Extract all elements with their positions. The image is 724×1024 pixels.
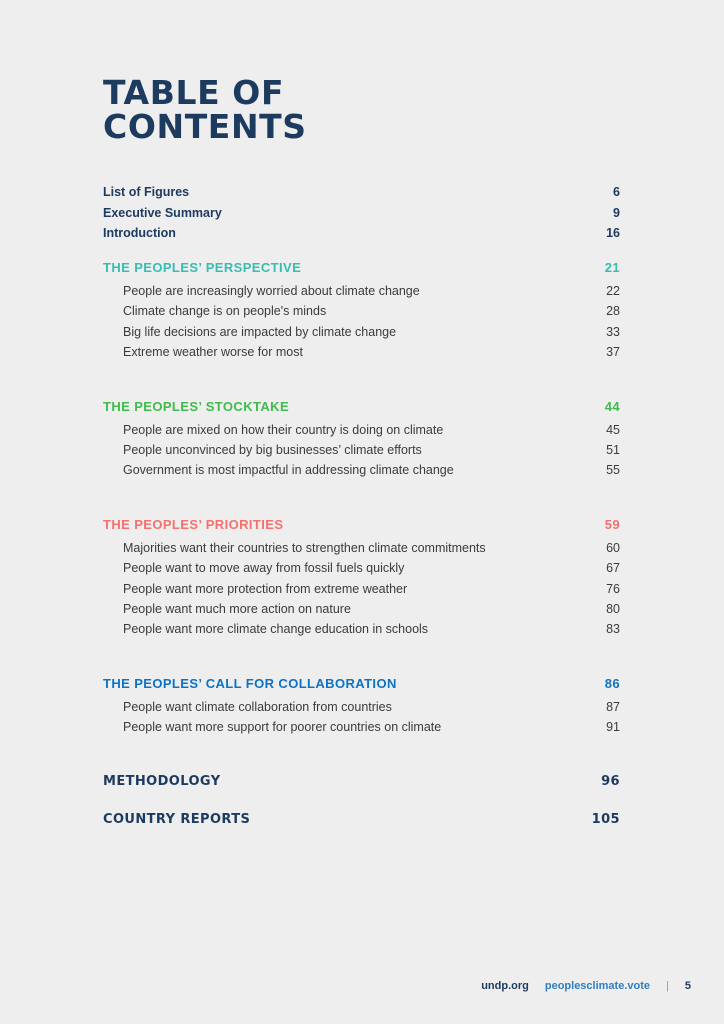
toc-entry[interactable] [103, 622, 620, 642]
page-title-line-1: TABLE OF [103, 73, 285, 112]
toc-entry-label: Introduction [103, 226, 176, 241]
toc-entry-list-of-figures[interactable] [103, 185, 620, 206]
toc-entry-introduction[interactable] [103, 226, 620, 247]
back-matter-list [103, 774, 620, 832]
toc-entry-page: 76 [606, 581, 620, 596]
toc-entry-page: 45 [606, 422, 620, 437]
footer-separator: | [666, 980, 669, 992]
toc-section-page: 59 [604, 516, 620, 532]
toc-entry-label: Extreme weather worse for most [123, 345, 303, 360]
toc-entry[interactable] [103, 541, 620, 561]
toc-section-stocktake [103, 399, 620, 484]
toc-entry-page: 83 [606, 622, 620, 637]
toc-entry-methodology[interactable] [103, 774, 620, 794]
toc-entry-page: 91 [606, 720, 620, 735]
toc-entry-page: 80 [606, 601, 620, 616]
toc-entry-page: 6 [613, 185, 620, 199]
toc-entry[interactable] [103, 463, 620, 483]
toc-entry-label: People are increasingly worried about climate change [123, 284, 420, 299]
toc-section-page: 86 [604, 675, 620, 691]
toc-entry-label: People are mixed on how their country is doing on climate [123, 422, 444, 437]
toc-section-title: THE PEOPLES’ STOCKTAKE [103, 398, 290, 414]
page-title-line-2: CONTENTS [103, 107, 307, 146]
toc-section-header[interactable] [103, 517, 620, 541]
toc-entry-page: 67 [606, 561, 620, 576]
toc-entry-label: People unconvinced by big businesses’ climate efforts [123, 443, 422, 458]
toc-entry-page: 28 [606, 304, 620, 319]
page-footer [481, 980, 691, 992]
toc-entry-label: Climate change is on people's minds [123, 304, 327, 319]
toc-entry[interactable] [103, 423, 620, 443]
toc-entry-page: 51 [606, 443, 620, 458]
toc-entry-page: 60 [606, 540, 620, 555]
toc-entry-page: 22 [606, 284, 620, 299]
toc-entry-country-reports[interactable] [103, 812, 620, 832]
toc-section-page: 21 [604, 260, 620, 276]
toc-entry[interactable] [103, 345, 620, 365]
toc-entry-label: METHODOLOGY [103, 773, 221, 789]
toc-entry-label: People want more climate change education in schools [123, 622, 429, 637]
toc-entry-page: 96 [601, 773, 620, 789]
toc-entry-label: People want more protection from extreme weather [123, 581, 408, 596]
toc-section-page: 44 [604, 398, 620, 414]
toc-entry-label: Executive Summary [103, 205, 222, 220]
toc-entry-page: 55 [606, 463, 620, 478]
toc-entry-label: List of Figures [103, 185, 190, 199]
toc-section-priorities [103, 517, 620, 643]
toc-entry-page: 105 [591, 811, 620, 827]
page-number: 5 [684, 980, 691, 992]
toc-entry-page: 37 [606, 345, 620, 360]
toc-section-title: THE PEOPLES’ CALL FOR COLLABORATION [103, 675, 397, 691]
toc-entry-page: 16 [606, 226, 620, 241]
toc-entry[interactable] [103, 304, 620, 324]
toc-entry-executive-summary[interactable] [103, 206, 620, 227]
toc-section-title: THE PEOPLES’ PERSPECTIVE [103, 260, 302, 276]
toc-entry[interactable] [103, 602, 620, 622]
toc-entry[interactable] [103, 443, 620, 463]
toc-entry-label: People want climate collaboration from countries [123, 699, 392, 714]
front-matter-list [103, 185, 620, 247]
toc-entry-page: 33 [606, 324, 620, 339]
toc-section-header[interactable] [103, 399, 620, 423]
toc-entry[interactable] [103, 325, 620, 345]
toc-entry-label: COUNTRY REPORTS [103, 811, 251, 827]
toc-entry-page: 9 [613, 205, 620, 220]
peoplesclimate-link[interactable]: peoplesclimate.vote [544, 980, 651, 992]
toc-entry-page: 87 [606, 699, 620, 714]
toc-entry[interactable] [103, 284, 620, 304]
toc-section-collaboration [103, 676, 620, 741]
toc-entry[interactable] [103, 720, 620, 740]
toc-entry[interactable] [103, 582, 620, 602]
toc-entry[interactable] [103, 700, 620, 720]
toc-entry-label: People want more support for poorer countries on climate [123, 720, 442, 735]
toc-entry-label: People want much more action on nature [123, 601, 351, 616]
toc-entry-label: Majorities want their countries to strengthen climate commitments [123, 540, 486, 555]
toc-section-title: THE PEOPLES’ PRIORITIES [103, 516, 284, 532]
toc-entry-label: People want to move away from fossil fuels quickly [123, 561, 405, 576]
toc-section-header[interactable] [103, 260, 620, 284]
toc-entry-label: Government is most impactful in addressing climate change [123, 463, 454, 478]
toc-entry[interactable] [103, 561, 620, 581]
toc-section-header[interactable] [103, 676, 620, 700]
toc-section-perspective [103, 260, 620, 366]
toc-entry-label: Big life decisions are impacted by climate change [123, 324, 397, 339]
undp-link[interactable]: undp.org [481, 980, 529, 992]
page-title [103, 0, 620, 144]
